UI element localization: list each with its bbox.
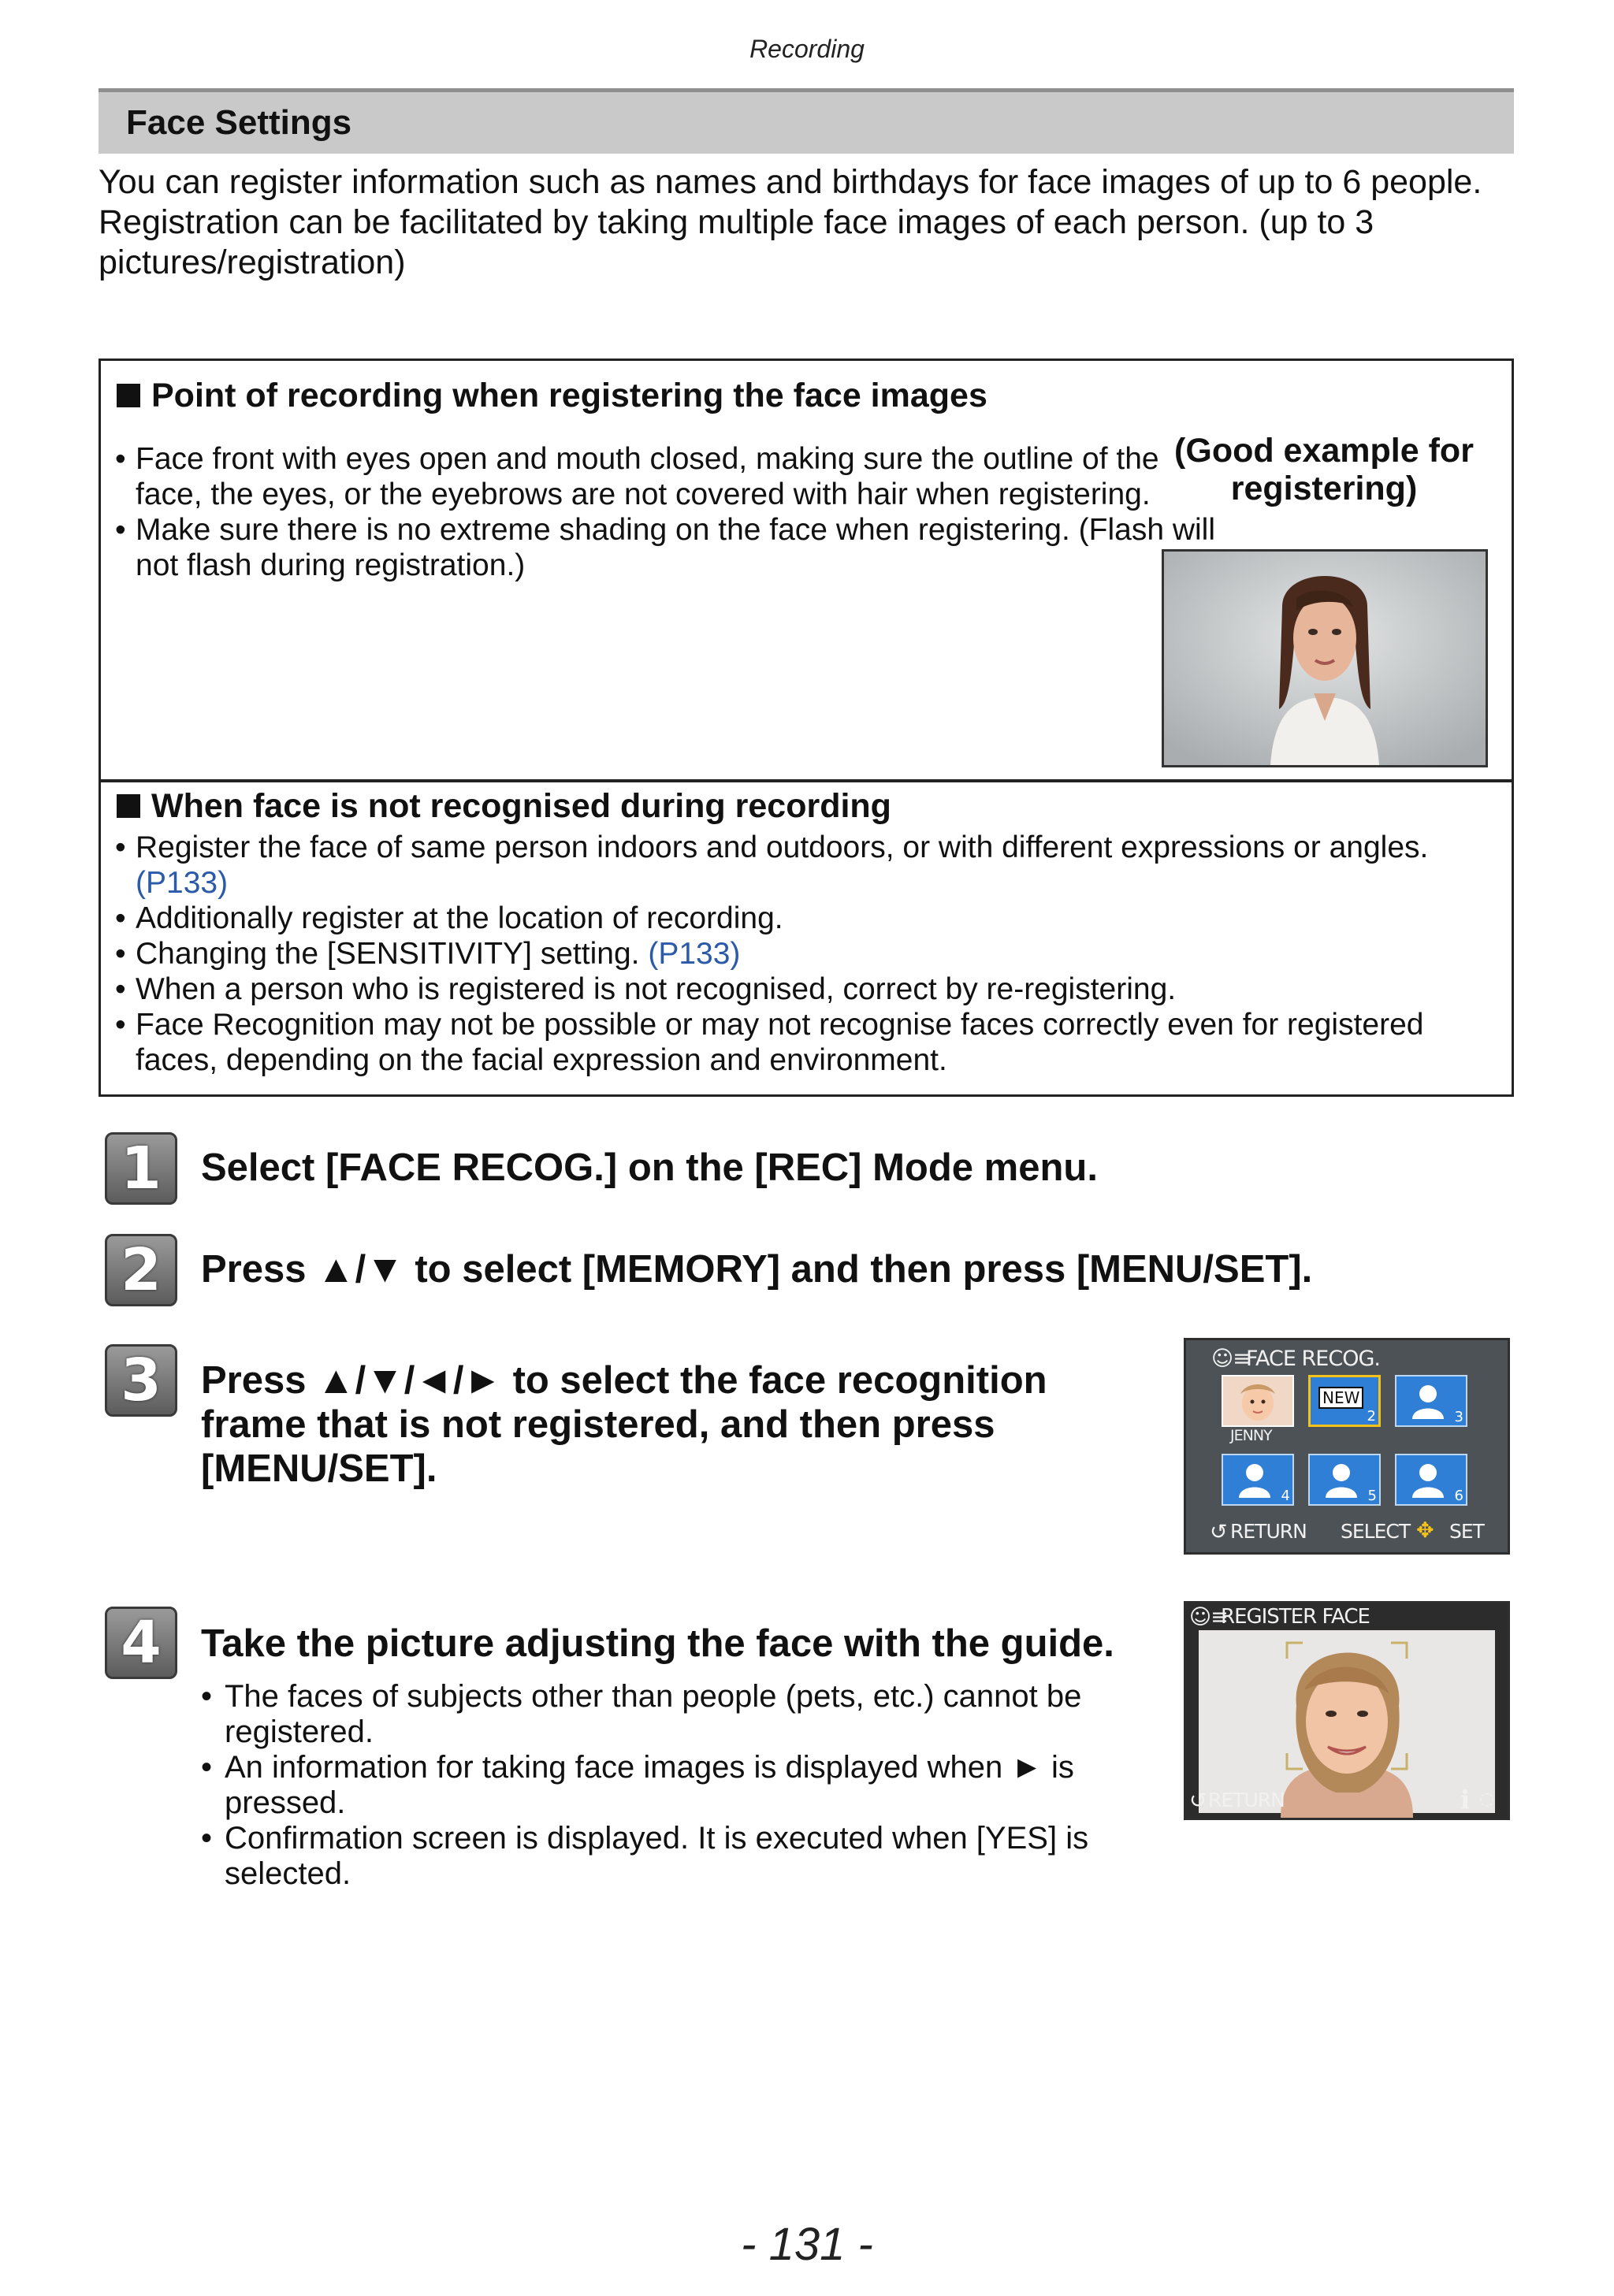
return-label[interactable]: RETURN	[1208, 1789, 1285, 1811]
list-item: • Additionally register at the location of recording.	[115, 901, 783, 935]
step-3-text: Press ▲/▼/◄/► to select the face recognition frame that is not registered, and then press [MENU/SET].	[201, 1359, 1047, 1490]
register-face-icon: ☺≡	[1189, 1605, 1228, 1629]
step-4-notes	[201, 1679, 1147, 1892]
list-item: • The faces of subjects other than people (pets, etc.) cannot be registered.	[201, 1679, 1082, 1749]
square-bullet-icon	[117, 794, 140, 818]
face-slot-4[interactable]: 4	[1222, 1454, 1294, 1506]
face-slot-jenny[interactable]	[1222, 1375, 1294, 1427]
register-face-title: REGISTER FACE	[1221, 1605, 1370, 1629]
not-recognised-heading	[117, 787, 891, 826]
cursor-right-icon: ◌	[1479, 1789, 1494, 1809]
intro-paragraph: Registration can be facilitated by taking multiple face images of each person. (up to 3 pictures/registration)	[99, 203, 1374, 281]
face-slot-new[interactable]: NEW 2	[1308, 1375, 1381, 1427]
recording-points-list	[115, 441, 1218, 583]
list-item: • Confirmation screen is displayed. It is executed when [YES] is selected.	[201, 1821, 1089, 1891]
return-icon: ↺	[1210, 1520, 1227, 1544]
square-bullet-icon	[117, 384, 140, 407]
page-link[interactable]: (P133)	[648, 937, 741, 971]
set-label: SET	[1449, 1520, 1484, 1543]
step-number-2: 2	[105, 1234, 177, 1306]
step-4-text: Take the picture adjusting the face with the guide.	[201, 1622, 1114, 1665]
list-item: • An information for taking face images is displayed when ► is pressed.	[201, 1750, 1074, 1820]
list-item: • Make sure there is no extreme shading on the face when registering. (Flash will not flash during registration.)	[115, 513, 1216, 582]
not-recognised-box	[99, 780, 1514, 1097]
not-recognised-list	[115, 830, 1486, 1078]
register-face-photo	[1186, 1603, 1508, 1818]
good-example-photo	[1162, 549, 1488, 767]
face-recog-screen	[1184, 1338, 1510, 1555]
select-label: SELECT	[1341, 1520, 1411, 1543]
return-icon: ↺	[1189, 1789, 1207, 1813]
intro-text	[99, 162, 1514, 283]
step-2-text: Press ▲/▼ to select [MEMORY] and then press [MENU/SET].	[201, 1248, 1313, 1291]
new-badge: NEW	[1318, 1387, 1363, 1409]
intro-paragraph: You can register information such as names and birthdays for face images of up to 6 people.	[99, 163, 1482, 201]
list-item: • Face Recognition may not be possible or may not recognise faces correctly even for registered faces, depending on the facial expression and environment.	[115, 1008, 1424, 1077]
face-slot-name: JENNY	[1230, 1427, 1272, 1444]
portrait-illustration	[1164, 552, 1486, 765]
info-icon[interactable]: i	[1460, 1785, 1470, 1815]
face-slot-3[interactable]: 3	[1395, 1375, 1467, 1427]
step-number-4: 4	[105, 1607, 177, 1679]
not-recognised-heading-text: When face is not recognised during recording	[151, 787, 891, 825]
section-title: Face Settings	[126, 103, 352, 142]
page-link[interactable]: (P133)	[136, 866, 229, 900]
face-recog-title: FACE RECOG.	[1246, 1347, 1380, 1371]
good-example-caption: (Good example for registering)	[1174, 432, 1474, 507]
baby-face-thumbnail	[1223, 1376, 1292, 1425]
page-number: - 131 -	[741, 2219, 873, 2270]
face-slot-6[interactable]: 6	[1395, 1454, 1467, 1506]
return-label[interactable]: RETURN	[1230, 1520, 1307, 1543]
step-number-3: 3	[105, 1344, 177, 1417]
list-item: • Face front with eyes open and mouth closed, making sure the outline of the face, the eyes, or the eyebrows are not covered with hair when registering.	[115, 442, 1159, 511]
step-1-text: Select [FACE RECOG.] on the [REC] Mode menu.	[201, 1146, 1098, 1189]
recording-points-heading-text: Point of recording when registering the face images	[151, 377, 987, 414]
list-item: • Changing the [SENSITIVITY] setting. (P133)	[115, 937, 741, 971]
face-slot-5[interactable]: 5	[1308, 1454, 1381, 1506]
list-item: • When a person who is registered is not recognised, correct by re-registering.	[115, 972, 1177, 1006]
chapter-label: Recording	[749, 35, 865, 63]
list-item: • Register the face of same person indoors and outdoors, or with different expressions or angles. (P133)	[115, 830, 1429, 900]
step-number-1: 1	[105, 1132, 177, 1205]
recording-points-heading	[117, 377, 987, 415]
section-header-bar	[99, 88, 1514, 154]
face-recog-icon: ☺≡	[1211, 1347, 1250, 1371]
dial-icon: ✥	[1416, 1518, 1434, 1543]
register-face-screen	[1184, 1601, 1510, 1820]
